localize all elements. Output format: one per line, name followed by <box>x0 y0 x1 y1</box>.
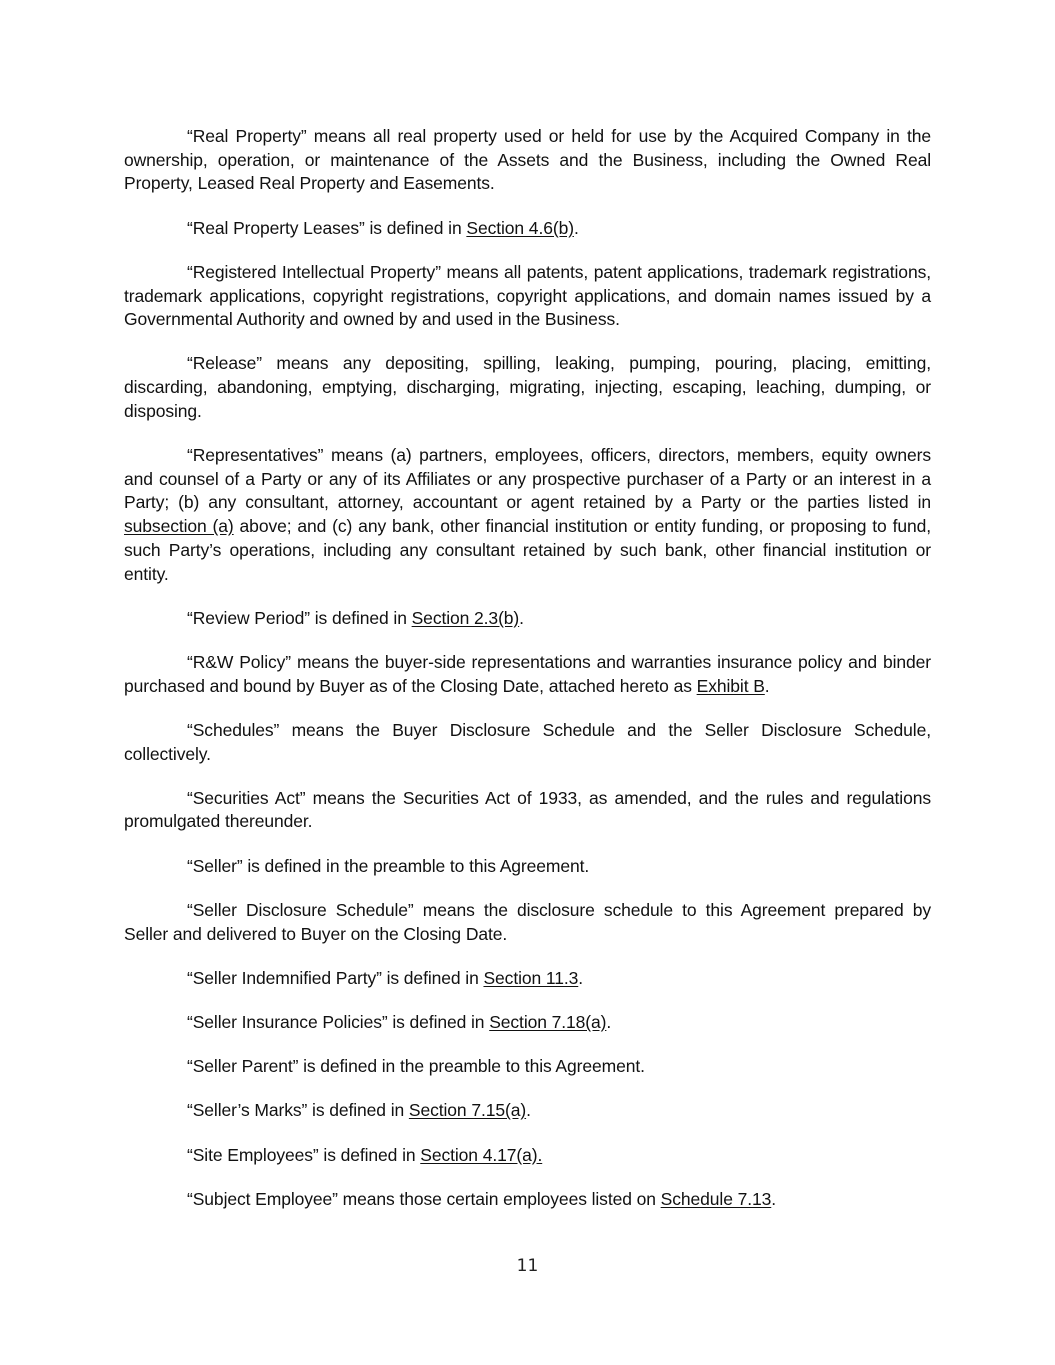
definition-rw-policy <box>124 651 931 698</box>
definition-seller-disclosure-schedule <box>124 899 931 946</box>
definition-text: “Review Period” is defined in <box>187 607 412 628</box>
definition-text: “Seller Indemnified Party” is defined in <box>187 967 484 988</box>
definition-real-property-leases <box>124 217 931 241</box>
definition-text-end: . <box>578 967 584 988</box>
exhibit-reference-link[interactable]: Exhibit B <box>696 675 765 696</box>
definition-release <box>124 352 931 423</box>
definition-text-end: . <box>519 607 524 628</box>
definition-sellers-marks <box>124 1099 931 1123</box>
definition-text-end: above; and (c) any bank, other financial institution or entity funding, or proposing to fund, such Party’s operations, including any consultant retained by such bank, other financial institution or entity. <box>124 516 931 584</box>
definition-text-end: . <box>764 675 770 696</box>
definition-text: “Registered Intellectual Property” means all patents, patent applications, trademark registrations, trademark applications, copyright registrations, copyright applications, and domain names issued by a Governmental Authority and owned by and used in the Business. <box>124 261 931 330</box>
definition-seller-insurance-policies <box>124 1011 931 1035</box>
schedule-reference-link[interactable]: Schedule 7.13 <box>660 1188 772 1209</box>
definition-subject-employee <box>124 1188 931 1212</box>
section-reference-link[interactable]: Section 2.3(b) <box>411 607 520 628</box>
definition-site-employees <box>124 1144 931 1168</box>
definition-text: “Real Property Leases” is defined in <box>187 217 467 238</box>
section-reference-link[interactable]: Section 11.3 <box>483 967 579 988</box>
definition-text: “Seller’s Marks” is defined in <box>187 1100 409 1121</box>
definition-text-end: . <box>526 1100 531 1121</box>
definition-text: “Representatives” means (a) partners, employees, officers, directors, members, equity owners and counsel of a Party or any of its Affiliates or any prospective purchaser of a Party or an interest in a Party; (b) any consultant, attorney, accountant or agent retained by a Party or the parties listed in <box>124 445 931 513</box>
definition-text: “Real Property” means all real property used or held for use by the Acquired Company in the ownership, operation, or maintenance of the Assets and the Business, including the Owned Real Property, Leased Real Property and Easements. <box>124 126 931 194</box>
definition-text: “R&W Policy” means the buyer-side representations and warranties insurance policy and binder purchased and bound by Buyer as of the Closing Date, attached hereto as <box>124 651 931 696</box>
definition-seller-indemnified-party <box>124 967 931 991</box>
definition-text-end: . <box>573 217 579 238</box>
page-number: 11 <box>516 1256 539 1276</box>
definition-text-end: . <box>771 1188 777 1209</box>
definition-review-period <box>124 607 931 631</box>
definition-representatives <box>124 444 931 586</box>
subsection-reference-link[interactable]: subsection (a) <box>124 516 234 537</box>
definition-seller <box>124 855 931 879</box>
definition-text: “Schedules” means the Buyer Disclosure Schedule and the Seller Disclosure Schedule, collectively. <box>124 719 931 764</box>
definition-text: “Subject Employee” means those certain employees listed on <box>187 1188 661 1209</box>
definition-text: “Seller” is defined in the preamble to this Agreement. <box>187 855 590 876</box>
definition-real-property <box>124 125 931 196</box>
definition-text: “Seller Insurance Policies” is defined in <box>187 1011 490 1032</box>
definition-text: “Site Employees” is defined in <box>187 1144 421 1165</box>
section-reference-link[interactable]: Section 7.18(a) <box>489 1011 607 1032</box>
document-page <box>124 125 931 1232</box>
definition-securities-act <box>124 787 931 834</box>
definition-text-end: . <box>606 1011 612 1032</box>
section-reference-link[interactable]: Section 7.15(a) <box>408 1100 527 1121</box>
definition-text: “Seller Disclosure Schedule” means the disclosure schedule to this Agreement prepared by Seller and delivered to Buyer on the Closing Date. <box>124 899 931 944</box>
definition-text: “Release” means any depositing, spilling, leaking, pumping, pouring, placing, emitting, discarding, abandoning, emptying, discharging, migrating, injecting, escaping, leaching, dumping, or disposing. <box>124 353 931 421</box>
definition-registered-ip <box>124 261 931 332</box>
definition-seller-parent <box>124 1055 931 1079</box>
section-reference-link[interactable]: Section 4.6(b) <box>466 217 574 238</box>
definition-text: “Seller Parent” is defined in the preamble to this Agreement. <box>187 1056 645 1077</box>
section-reference-link[interactable]: Section 4.17(a). <box>420 1144 543 1165</box>
definition-text: “Securities Act” means the Securities Act of 1933, as amended, and the rules and regulations promulgated thereunder. <box>124 787 931 832</box>
definition-schedules <box>124 719 931 766</box>
